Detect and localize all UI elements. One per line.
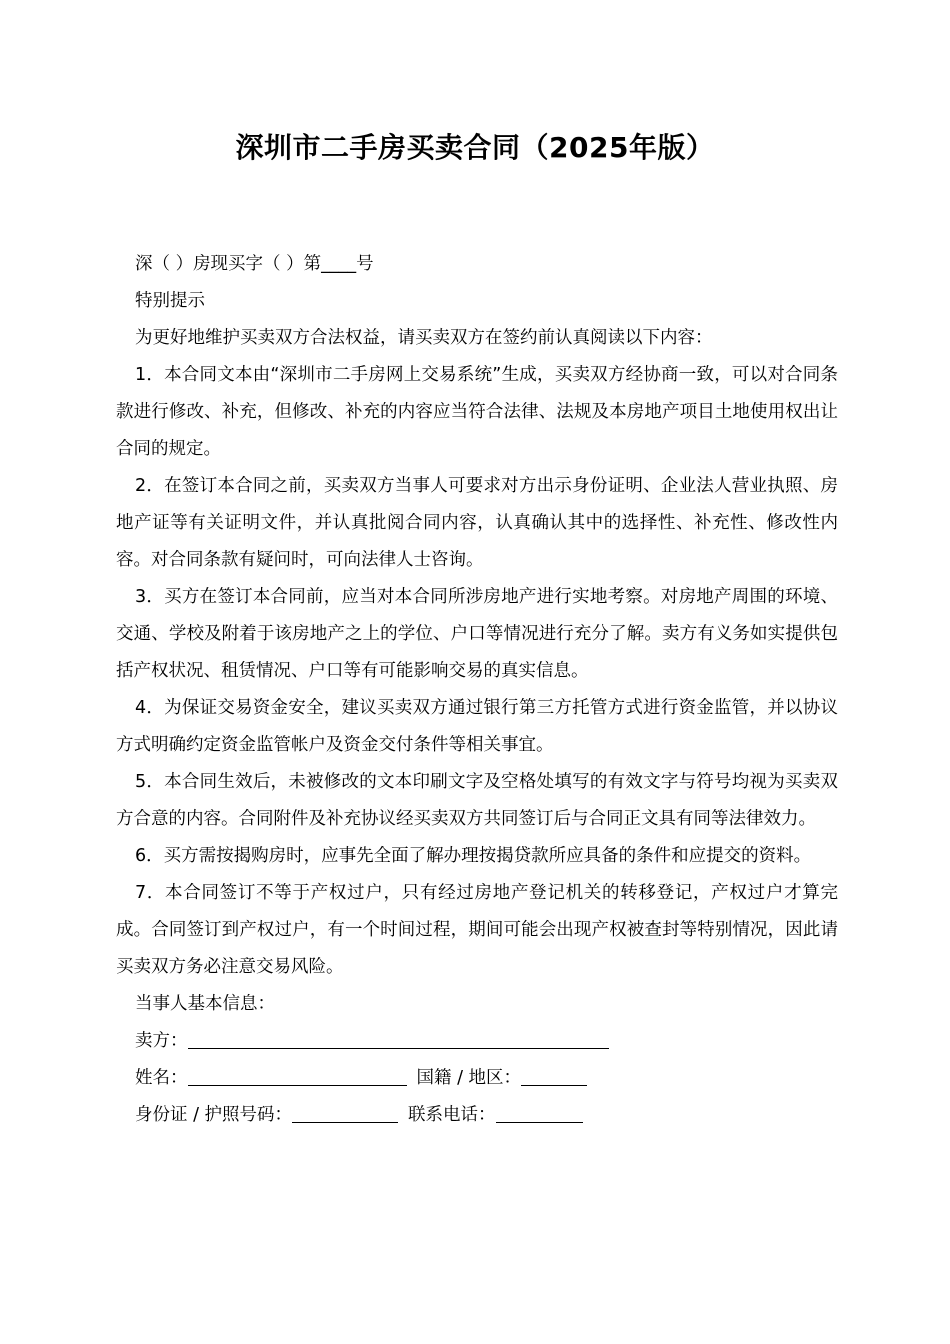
notice-item-4: 4．为保证交易资金安全，建议买卖双方通过银行第三方托管方式进行资金监管，并以协议方式明确约定资金监管帐户及资金交付条件等相关事宜。 (116, 698, 838, 755)
name-row (116, 1060, 838, 1097)
document-title: 深圳市二手房买卖合同（2025年版） (235, 131, 715, 164)
document-body (116, 246, 838, 1134)
notice-intro: 为更好地维护买卖双方合法权益，请买卖双方在签约前认真阅读以下内容： (135, 328, 713, 348)
name-label: 姓名： (135, 1068, 188, 1088)
nationality-label: 国籍 / 地区： (416, 1068, 522, 1088)
id-field[interactable] (292, 1100, 398, 1123)
notice-item-1: 1．本合同文本由“深圳市二手房网上交易系统”生成，买卖双方经协商一致，可以对合同条款进行修改、补充，但修改、补充的内容应当符合法律、法规及本房地产项目土地使用权出让合同的规定。 (116, 365, 838, 459)
contract-number-line: 深（ ）房现买字（ ）第____号 (135, 254, 374, 274)
id-row (116, 1097, 838, 1134)
seller-field[interactable] (188, 1026, 609, 1049)
special-notice-heading: 特别提示 (135, 291, 205, 311)
phone-label: 联系电话： (408, 1105, 496, 1125)
id-label: 身份证 / 护照号码： (135, 1105, 293, 1125)
parties-heading: 当事人基本信息： (135, 994, 275, 1014)
notice-item-3: 3．买方在签订本合同前，应当对本合同所涉房地产进行实地考察。对房地产周围的环境、交通、学校及附着于该房地产之上的学位、户口等情况进行充分了解。卖方有义务如实提供包括产权状况、租赁情况、户口等有可能影响交易的真实信息。 (116, 587, 838, 681)
seller-label: 卖方： (135, 1031, 188, 1051)
seller-row (116, 1023, 838, 1060)
notice-item-2: 2．在签订本合同之前，买卖双方当事人可要求对方出示身份证明、企业法人营业执照、房地产证等有关证明文件，并认真批阅合同内容，认真确认其中的选择性、补充性、修改性内容。对合同条款有疑问时，可向法律人士咨询。 (116, 476, 838, 570)
nationality-field[interactable] (521, 1063, 587, 1086)
name-field[interactable] (188, 1063, 407, 1086)
notice-item-5: 5．本合同生效后，未被修改的文本印刷文字及空格处填写的有效文字与符号均视为买卖双方合意的内容。合同附件及补充协议经买卖双方共同签订后与合同正文具有同等法律效力。 (116, 772, 838, 829)
notice-item-7: 7．本合同签订不等于产权过户，只有经过房地产登记机关的转移登记，产权过户才算完成。合同签订到产权过户，有一个时间过程，期间可能会出现产权被查封等特别情况，因此请买卖双方务必注意交易风险。 (116, 883, 838, 977)
notice-item-6: 6．买方需按揭购房时，应事先全面了解办理按揭贷款所应具备的条件和应提交的资料。 (135, 846, 812, 866)
phone-field[interactable] (496, 1100, 583, 1123)
